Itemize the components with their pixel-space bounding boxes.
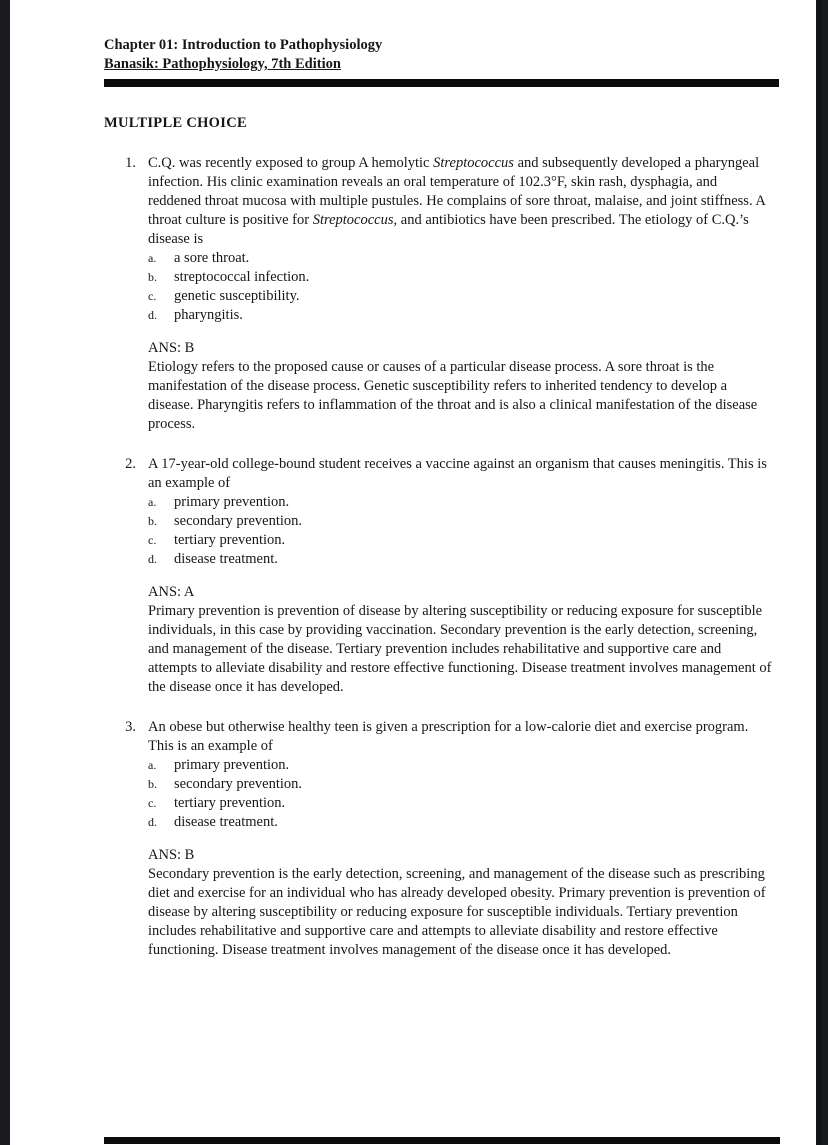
option-letter: b. xyxy=(148,270,157,284)
section-label: MULTIPLE CHOICE xyxy=(104,115,247,131)
option-letter: c. xyxy=(148,533,157,547)
option-d xyxy=(148,306,772,325)
rationale: Primary prevention is prevention of disease by altering susceptibility or reducing exposure for susceptible individuals, in this case by providing vaccination. Secondary prevention is the early detection, screening, and management of the disease. Tertiary prevention includes rehabilitative and supportive care and attempts to alleviate disability and restore effective functioning. Disease treatment involves management of the disease once it has developed. xyxy=(148,603,772,695)
option-text: streptococcal infection. xyxy=(174,269,310,285)
question-number: 3. xyxy=(125,719,136,735)
question-number: 1. xyxy=(125,155,136,171)
answer-options xyxy=(148,493,772,569)
footer-rule xyxy=(104,1137,780,1144)
option-d xyxy=(148,813,772,832)
question-2 xyxy=(104,455,772,697)
option-a xyxy=(148,756,772,775)
document-header xyxy=(104,36,772,74)
option-text: genetic susceptibility. xyxy=(174,288,300,304)
question-stem: A 17-year-old college-bound student receives a vaccine against an organism that causes meningitis. This is an example of xyxy=(148,456,767,491)
option-b xyxy=(148,268,772,287)
option-c xyxy=(148,794,772,813)
option-text: tertiary prevention. xyxy=(174,795,286,811)
question-body xyxy=(148,718,772,960)
page-right-edge xyxy=(816,0,822,1145)
question-stem: C.Q. was recently exposed to group A hemolytic Streptococcus and subsequently developed a pharyngeal infection. His clinic examination reveals an oral temperature of 102.3°F, skin rash, dysphagia, and reddened throat mucosa with multiple pustules. He complains of sore throat, malaise, and joint stiffness. A throat culture is positive for Streptococcus, and antibiotics have been prescribed. The etiology of C.Q.’s disease is xyxy=(148,155,766,247)
document-page xyxy=(10,0,822,1145)
option-text: primary prevention. xyxy=(174,757,290,773)
option-letter: d. xyxy=(148,815,157,829)
option-b xyxy=(148,512,772,531)
chapter-title: Chapter 01: Introduction to Pathophysiology xyxy=(104,37,383,53)
option-c xyxy=(148,287,772,306)
option-text: disease treatment. xyxy=(174,814,278,830)
option-text: secondary prevention. xyxy=(174,513,303,529)
rationale: Secondary prevention is the early detection, screening, and management of the disease such as prescribing diet and exercise for an individual who has already developed obesity. Primary prevention is prevention of disease by altering susceptibility or reducing exposure for susceptible individuals. Tertiary prevention includes rehabilitative and supportive care and attempts to alleviate disability and restore effective functioning. Disease treatment involves management of the disease once it has developed. xyxy=(148,866,766,958)
question-3 xyxy=(104,718,772,960)
option-letter: b. xyxy=(148,777,157,791)
book-title: Banasik: Pathophysiology, 7th Edition xyxy=(104,56,341,72)
option-letter: a. xyxy=(148,758,157,772)
option-text: tertiary prevention. xyxy=(174,532,286,548)
page-content xyxy=(10,0,822,960)
option-letter: c. xyxy=(148,796,157,810)
question-1 xyxy=(104,154,772,434)
option-letter: d. xyxy=(148,552,157,566)
question-body xyxy=(148,455,772,697)
answer-options xyxy=(148,756,772,832)
header-rule xyxy=(104,79,779,87)
answer-line: ANS: A xyxy=(148,584,195,600)
option-text: secondary prevention. xyxy=(174,776,303,792)
option-letter: a. xyxy=(148,251,157,265)
option-a xyxy=(148,493,772,512)
option-b xyxy=(148,775,772,794)
option-d xyxy=(148,550,772,569)
question-body xyxy=(148,154,772,434)
answer-line: ANS: B xyxy=(148,340,195,356)
option-c xyxy=(148,531,772,550)
option-letter: c. xyxy=(148,289,157,303)
answer-options xyxy=(148,249,772,325)
rationale: Etiology refers to the proposed cause or causes of a particular disease process. A sore throat is the manifestation of the disease process. Genetic susceptibility refers to inherited tendency to develop a disease. Pharyngitis refers to inflammation of the throat and is also a clinical manifestation of the disease process. xyxy=(148,359,758,432)
option-text: a sore throat. xyxy=(174,250,250,266)
option-text: disease treatment. xyxy=(174,551,278,567)
option-text: pharyngitis. xyxy=(174,307,243,323)
question-stem: An obese but otherwise healthy teen is given a prescription for a low-calorie diet and exercise program. This is an example of xyxy=(148,719,749,754)
answer-block xyxy=(148,846,772,960)
answer-block xyxy=(148,583,772,697)
answer-line: ANS: B xyxy=(148,847,195,863)
answer-block xyxy=(148,339,772,434)
question-number: 2. xyxy=(125,456,136,472)
option-letter: b. xyxy=(148,514,157,528)
option-letter: d. xyxy=(148,308,157,322)
option-a xyxy=(148,249,772,268)
option-letter: a. xyxy=(148,495,157,509)
option-text: primary prevention. xyxy=(174,494,290,510)
